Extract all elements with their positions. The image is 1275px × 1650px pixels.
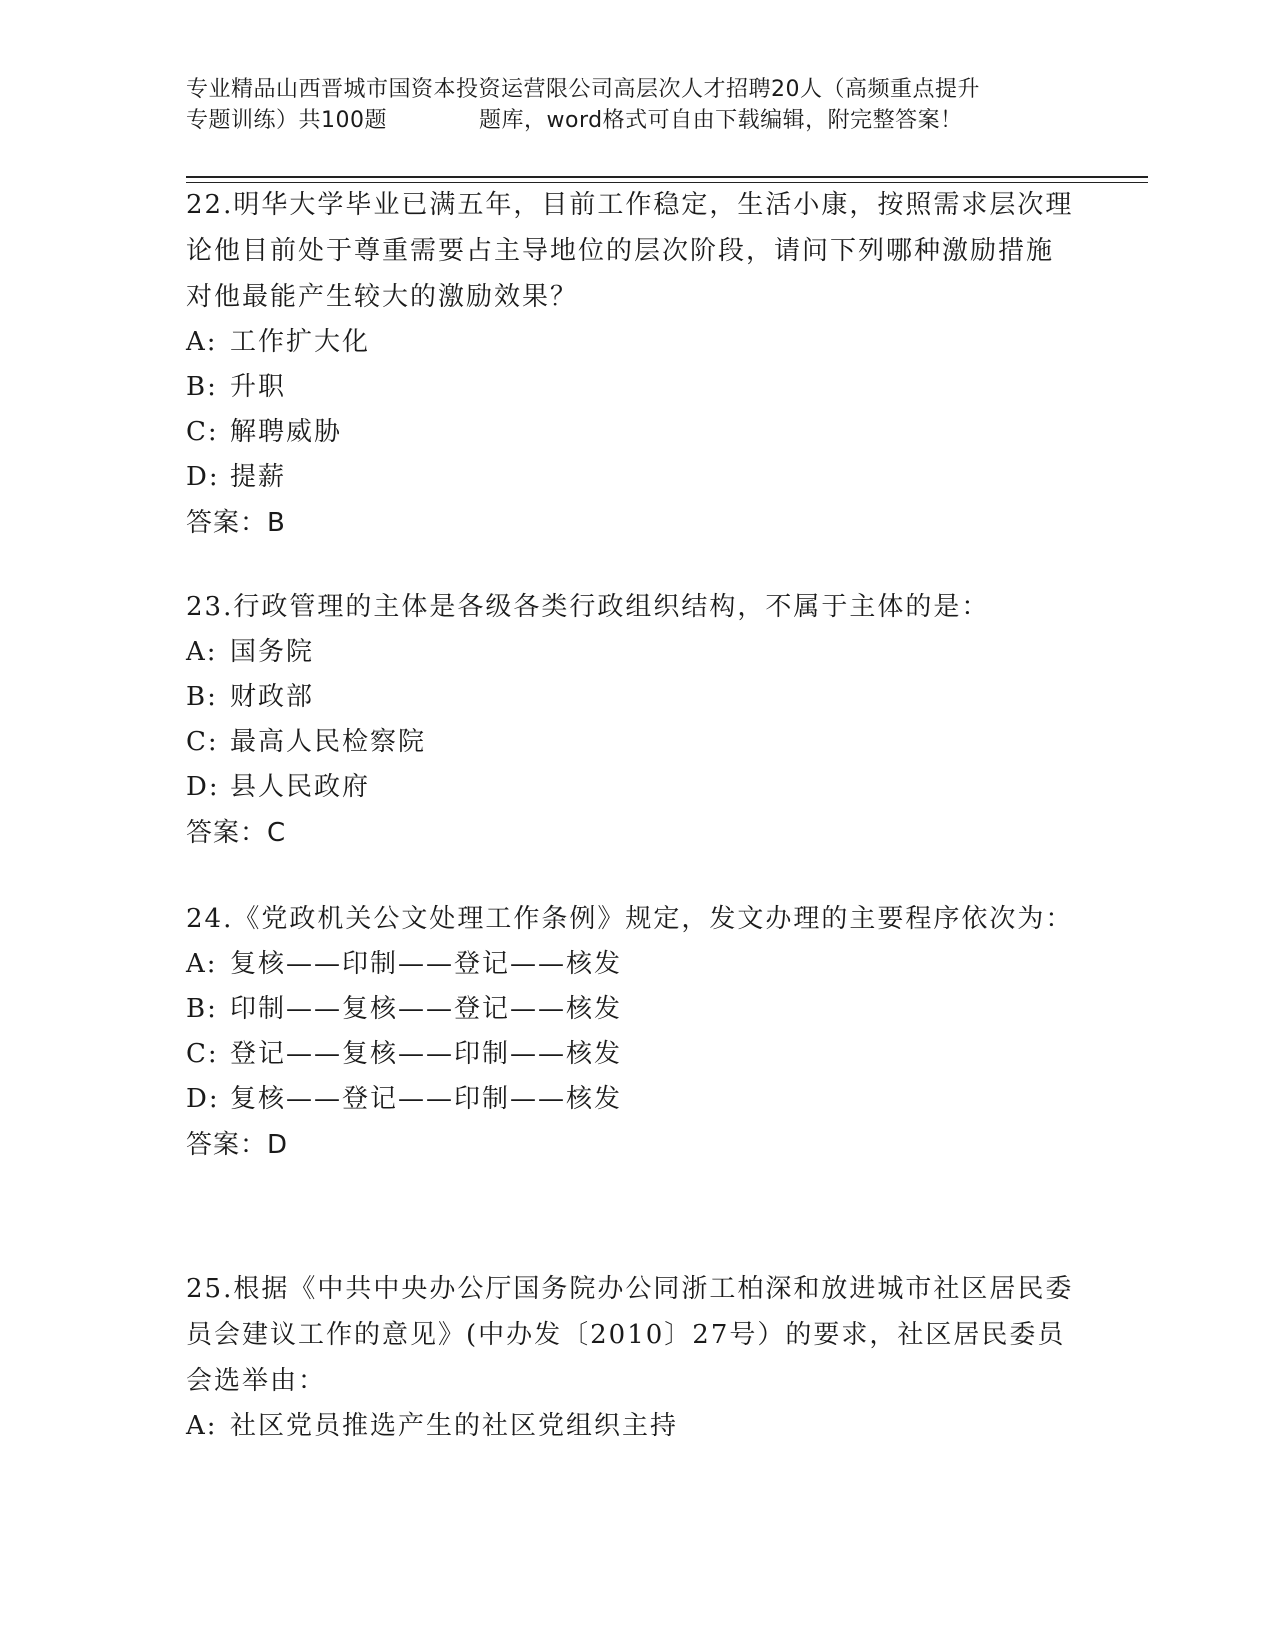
header-rule-thick [186,176,1148,178]
option-key: C: [186,417,219,447]
option-text: 财政部 [230,682,315,712]
option-text: 复核——登记——印制——核发 [230,1084,623,1114]
option-key: A: [186,949,218,979]
option-text: 县人民政府 [230,772,371,802]
option-key: A: [186,637,218,667]
option-b [186,675,1076,720]
option-text: 社区党员推选产生的社区党组织主持 [230,1411,679,1441]
header-line-2 [186,105,1086,136]
answer-line: 答案：C [186,818,287,848]
option-text: 国务院 [230,637,315,667]
question-stem: 22.明华大学毕业已满五年，目前工作稳定，生活小康，按照需求层次理论他目前处于尊重需要占主导地位的层次阶段，请问下列哪种激励措施对他最能产生较大的激励效果？ [186,190,1074,312]
question-22 [186,182,1076,546]
option-d [186,1077,1076,1122]
option-key: A: [186,1411,218,1441]
option-a [186,942,1076,987]
header-line-2-right: 题库，word格式可自由下载编辑，附完整答案！ [479,108,963,133]
option-key: B: [186,994,218,1024]
header-line-1: 专业精品山西晋城市国资本投资运营限公司高层次人才招聘20人（高频重点提升 [186,77,980,102]
option-a [186,1404,1076,1449]
answer-line: 答案：B [186,508,286,538]
question-23 [186,584,1076,856]
option-text: 登记——复核——印制——核发 [230,1039,623,1069]
option-b [186,365,1076,410]
question-stem: 25.根据《中共中央办公厅国务院办公同浙工柏深和放进城市社区居民委员会建议工作的意见》(中办发〔2010〕27号）的要求，社区居民委员会选举由： [186,1274,1074,1396]
option-c [186,720,1076,765]
question-stem: 23.行政管理的主体是各级各类行政组织结构，不属于主体的是： [186,592,990,622]
option-a [186,630,1076,675]
header-line-2-left: 专题训练）共100题 [186,108,387,133]
option-key: D: [186,772,220,802]
option-key: D: [186,1084,220,1114]
option-key: C: [186,1039,219,1069]
question-stem: 24.《党政机关公文处理工作条例》规定，发文办理的主要程序依次为： [186,904,1074,934]
question-24 [186,896,1076,1168]
option-text: 工作扩大化 [230,327,371,357]
document-header [186,74,1086,136]
option-key: B: [186,372,218,402]
option-key: A: [186,327,218,357]
option-text: 复核——印制——登记——核发 [230,949,623,979]
option-text: 提薪 [230,462,287,492]
option-text: 印制——复核——登记——核发 [230,994,623,1024]
option-a [186,320,1076,365]
option-text: 解聘威胁 [230,417,343,447]
option-key: C: [186,727,219,757]
option-text: 最高人民检察院 [230,727,427,757]
question-25 [186,1266,1076,1449]
option-key: B: [186,682,218,712]
option-key: D: [186,462,220,492]
option-d [186,455,1076,500]
answer-line: 答案：D [186,1130,289,1160]
option-c [186,1032,1076,1077]
option-b [186,987,1076,1032]
option-text: 升职 [230,372,287,402]
option-c [186,410,1076,455]
option-d [186,765,1076,810]
